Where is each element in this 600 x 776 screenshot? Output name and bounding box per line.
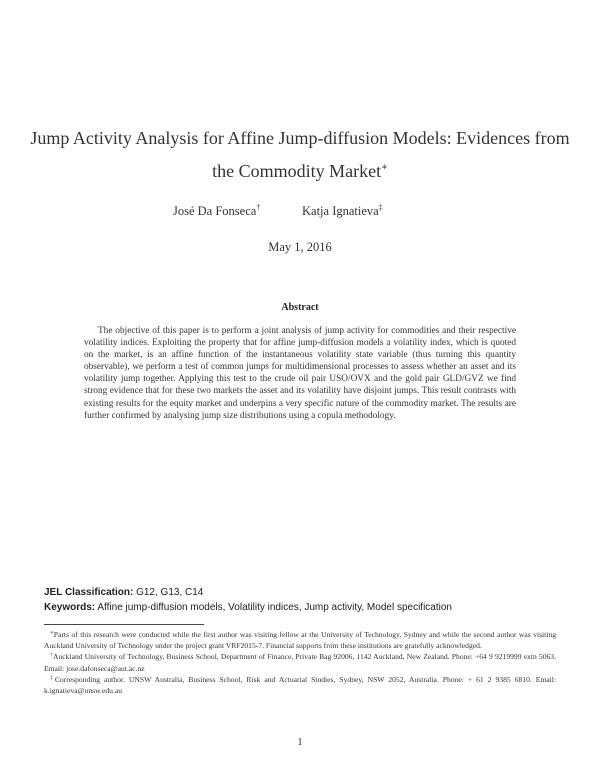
author-2 <box>302 204 383 219</box>
keywords-value: Affine jump-diffusion models, Volatility indices, Jump activity, Model specification <box>97 602 452 613</box>
author-2-name: Katja Ignatieva <box>302 204 379 218</box>
author-1-name: José Da Fonseca <box>173 204 257 218</box>
footnote-3 <box>44 674 556 696</box>
paper-title <box>30 122 570 188</box>
footnote-2-mark: † <box>50 652 54 659</box>
footnotes <box>44 629 556 696</box>
footnote-2-text: Auckland University of Technology, Business School, Department of Finance, Private Bag 92006, 1142 Auckland, New Zealand. Phone: +64 9 9219999 extn 5063. Email: jose.dafonseca@aut.ac.nz <box>44 652 556 673</box>
footnote-3-text: Corresponding author. UNSW Australia, Business School, Risk and Actuarial Studies, Sydney, NSW 2052, Australia. Phone: + 61 2 9385 6810. Email: k.ignatieva@unsw.edu.au <box>44 674 557 696</box>
abstract-text: The objective of this paper is to perform a joint analysis of jump activity for commodities and their respective volatility indices. Exploiting the property that for affine jump-diffusion models a volatility index, which is quoted on the market, is an affine function of the instantaneous volatility state variable (thus turning this quantity observable), we perform a test of common jumps for multidimensional processes to assess whether an asset and its volatility jump together. Applying this test to the crude oil pair USO/OVX and the gold pair GLD/GVZ we find strong evidence that for these two markets the asset and its volatility have disjoint jumps. This result contrasts with existing results for the equity market and underpins a very specific nature of the commodity market. The results are further confirmed by analysing jump size distributions using a copula methodology. <box>84 326 516 421</box>
paper-date: May 1, 2016 <box>268 240 332 254</box>
jel-label: JEL Classification: <box>44 587 134 598</box>
author-1-mark: † <box>256 203 261 212</box>
footnote-rule <box>44 624 204 625</box>
footnote-2 <box>44 651 556 673</box>
abstract-heading: Abstract <box>281 302 319 313</box>
author-1 <box>173 204 260 219</box>
footnote-1 <box>44 629 556 651</box>
page-number: 1 <box>297 736 303 748</box>
footnote-1-text: Parts of this research were conducted while the first author was visiting fellow at the University of Technology, Sydney and while the second author was visiting Auckland University of Technology under the project grant VRF2015-7. Financial supports from these institutions are gratefully acknowledged. <box>44 630 556 651</box>
title-footnote-mark: ∗ <box>381 162 388 173</box>
keywords <box>44 602 452 613</box>
author-2-mark: ‡ <box>378 203 383 212</box>
paper-title-text: Jump Activity Analysis for Affine Jump-diffusion Models: Evidences from the Commodity Market <box>30 128 570 181</box>
keywords-label: Keywords: <box>44 602 96 613</box>
jel-value: G12, G13, C14 <box>136 587 204 598</box>
footnote-3-mark: ‡ <box>50 674 55 681</box>
author-line <box>0 204 600 222</box>
footnote-1-mark: ∗ <box>50 630 54 636</box>
jel-classification <box>44 587 203 598</box>
